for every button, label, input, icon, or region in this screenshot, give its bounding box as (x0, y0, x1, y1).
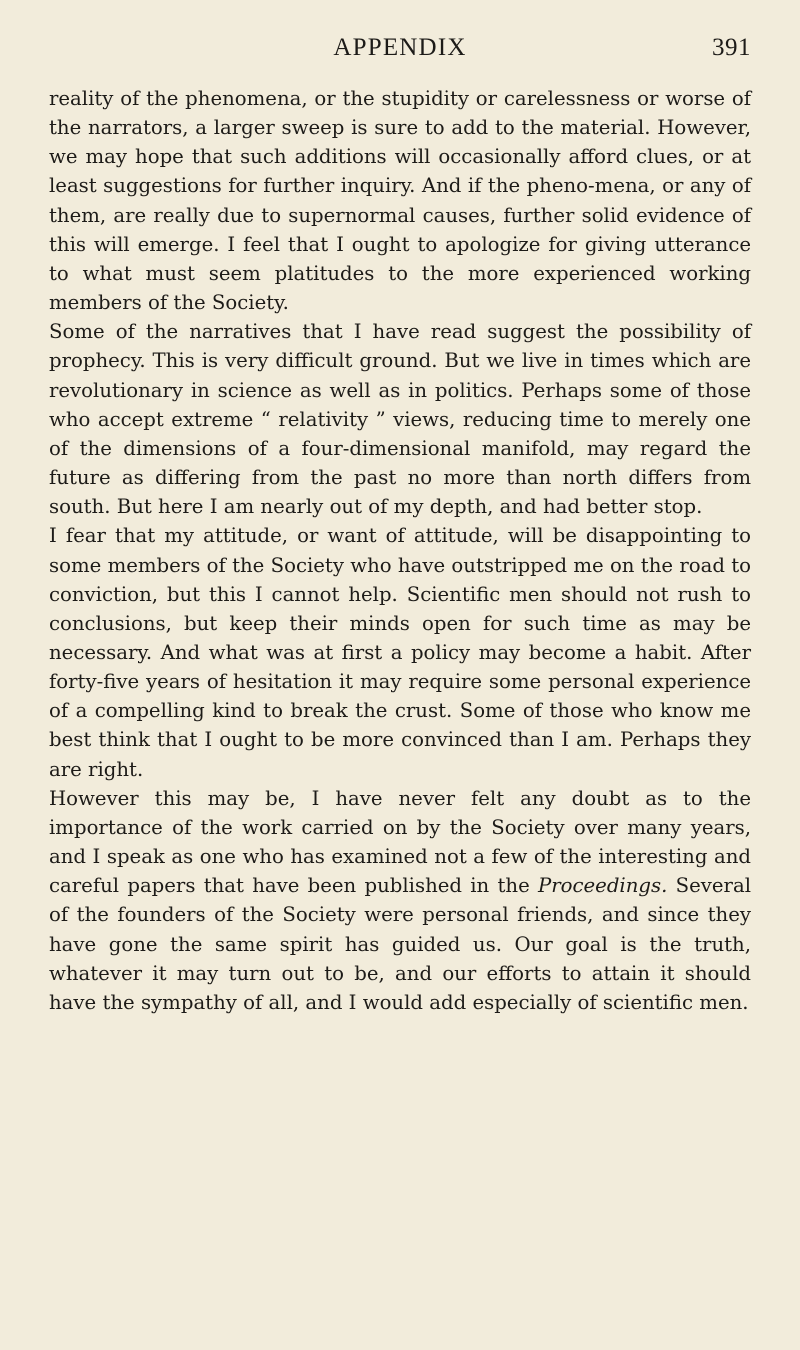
page-title: APPENDIX (333, 34, 467, 61)
proceedings-title: Proceedings. (537, 874, 668, 898)
body-text (49, 84, 751, 1017)
paragraph-4 (49, 784, 751, 1017)
paragraph-4-text-after: Several of the founders of the Society were personal friends, and since they have gone the same spirit has guided us. Our goal is the truth, whatever it may turn out to be, and our efforts to attain it should have the sympathy of all, and I would add especially of scientific men. (49, 874, 751, 1014)
paragraph-1: reality of the phenomena, or the stupidity or carelessness or worse of the narrators, a larger sweep is sure to add to the material. However, we may hope that such additions will occasionally afford clues, or at least suggestions for further inquiry. And if the pheno-mena, or any of them, are really due to supernormal causes, further solid evidence of this will emerge. I feel that I ought to apologize for giving utterance to what must seem platitudes to the more experienced working members of the Society. (49, 87, 751, 315)
paragraph-2: Some of the narratives that I have read suggest the possibility of prophecy. This is very difficult ground. But we live in times which are revolutionary in science as well as in politics. Perhaps some of those who accept extreme “ relativity ” views, reducing time to merely one of the dimensions of a four-dimensional manifold, may regard the future as differing from the past no more than north differs from south. But here I am nearly out of my depth, and had better stop. (49, 320, 751, 519)
page-number: 391 (712, 34, 751, 61)
running-head (49, 34, 751, 66)
paragraph-3: I fear that my attitude, or want of attitude, will be disappointing to some members of the Society who have outstripped me on the road to conviction, but this I cannot help. Scientific men should not rush to conclusions, but keep their minds open for such time as may be necessary. And what was at first a policy may become a habit. After forty-five years of hesitation it may require some personal experience of a compelling kind to break the crust. Some of those who know me best think that I ought to be more convinced than I am. Perhaps they are right. (49, 524, 751, 781)
paragraph-4-text-before: However this may be, I have never felt any doubt as to the importance of the work carried on by the Society over many years, and I speak as one who has examined not a few of the interesting and careful papers that have been published in the (49, 786, 751, 898)
